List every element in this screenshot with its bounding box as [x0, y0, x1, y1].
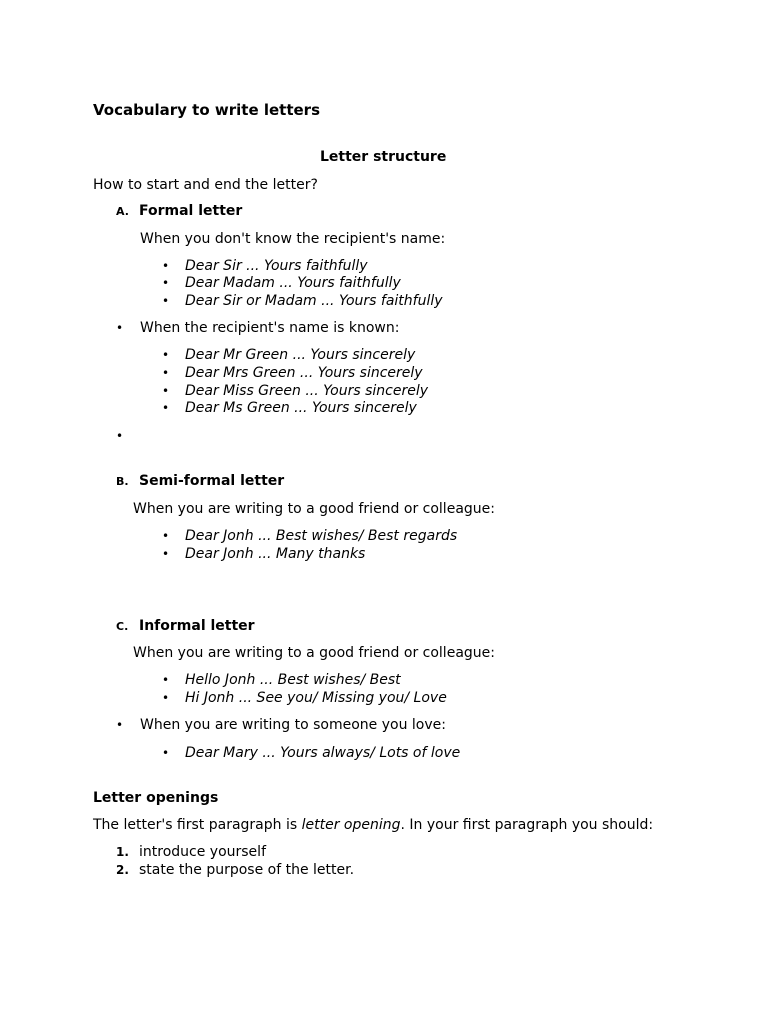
document-title: Vocabulary to write letters — [93, 101, 320, 119]
list-item: Dear Madam ... Yours faithfully — [185, 275, 401, 291]
informal-heading: Informal letter — [139, 618, 255, 634]
formal-known-intro: When the recipient's name is known: — [140, 320, 400, 336]
intro-text: How to start and end the letter? — [93, 177, 318, 193]
list-item: Dear Mrs Green ... Yours sincerely — [185, 365, 423, 381]
openings-text-emphasis: letter opening — [301, 817, 401, 833]
openings-heading: Letter openings — [93, 790, 219, 806]
bullet: • — [162, 547, 170, 561]
structure-heading: Letter structure — [320, 149, 447, 165]
bullet: • — [116, 718, 124, 732]
step-text: introduce yourself — [139, 844, 266, 860]
list-item: Dear Miss Green ... Yours sincerely — [185, 383, 429, 399]
list-item: Dear Sir or Madam ... Yours faithfully — [185, 293, 443, 309]
semi-formal-heading: Semi-formal letter — [139, 473, 285, 489]
section-marker-b: B. — [116, 475, 129, 488]
list-item: Dear Mr Green ... Yours sincerely — [185, 347, 416, 363]
list-item: Dear Jonh ... Best wishes/ Best regards — [185, 528, 458, 544]
list-item: Dear Sir ... Yours faithfully — [185, 258, 368, 274]
bullet: • — [162, 276, 170, 290]
bullet: • — [162, 294, 170, 308]
openings-text-before: The letter's first paragraph is — [93, 817, 302, 833]
bullet: • — [116, 321, 124, 335]
bullet: • — [162, 259, 170, 273]
bullet: • — [162, 366, 170, 380]
bullet: • — [162, 691, 170, 705]
step-text: state the purpose of the letter. — [139, 862, 355, 878]
section-marker-c: C. — [116, 620, 129, 633]
formal-unknown-intro: When you don't know the recipient's name: — [140, 231, 446, 247]
informal-love-intro: When you are writing to someone you love: — [140, 717, 446, 733]
list-item: Dear Jonh ... Many thanks — [185, 546, 366, 562]
section-marker-a: A. — [116, 205, 129, 218]
bullet: • — [162, 746, 170, 760]
list-item: Dear Ms Green ... Yours sincerely — [185, 400, 417, 416]
openings-text-after: . In your first paragraph you should: — [400, 817, 654, 833]
step-number: 1. — [116, 845, 129, 859]
informal-intro: When you are writing to a good friend or colleague: — [133, 645, 495, 661]
bullet: • — [162, 401, 170, 415]
semi-formal-intro: When you are writing to a good friend or colleague: — [133, 501, 495, 517]
openings-paragraph — [93, 816, 653, 834]
list-item: Dear Mary ... Yours always/ Lots of love — [185, 745, 461, 761]
step-number: 2. — [116, 863, 129, 877]
formal-heading: Formal letter — [139, 203, 243, 219]
empty-bullet: • — [116, 429, 124, 443]
list-item: Hello Jonh ... Best wishes/ Best — [185, 672, 401, 688]
bullet: • — [162, 673, 170, 687]
bullet: • — [162, 529, 170, 543]
bullet: • — [162, 348, 170, 362]
list-item: Hi Jonh ... See you/ Missing you/ Love — [185, 690, 447, 706]
bullet: • — [162, 384, 170, 398]
